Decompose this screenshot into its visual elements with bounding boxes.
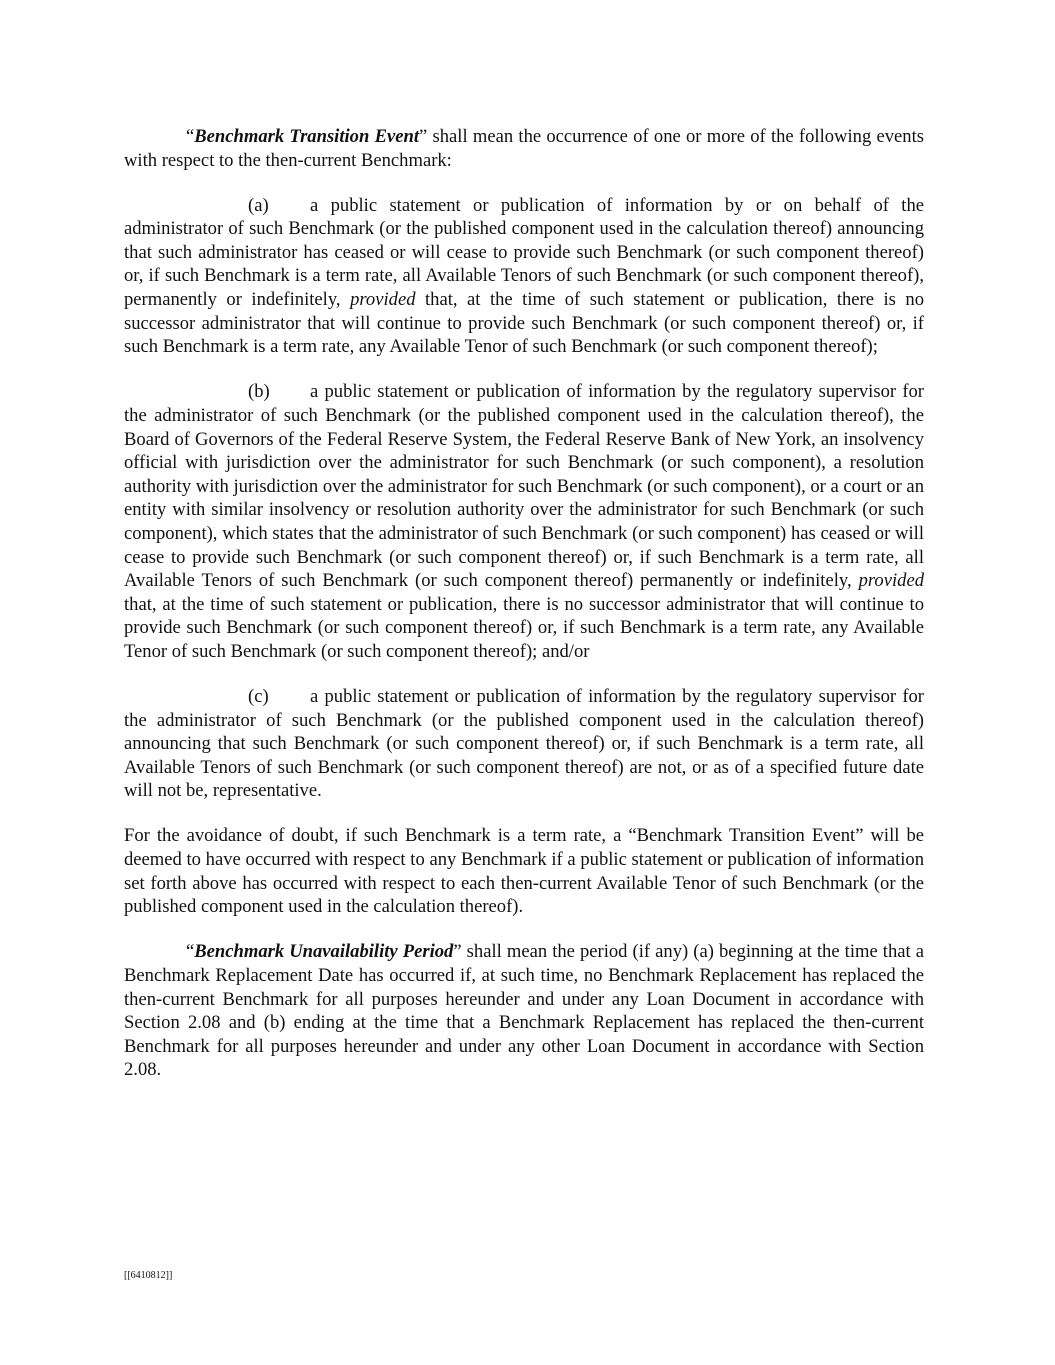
document-body — [124, 125, 924, 1103]
avoidance-of-doubt-paragraph: For the avoidance of doubt, if such Benchmark is a term rate, a “Benchmark Transition Event” will be deemed to have occurred with respect to any Benchmark if a public statement or publication of information set forth above has occurred with respect to each then-current Available Tenor of such Benchmark (or the published component used in the calculation thereof). — [124, 825, 924, 918]
open-quote: “ — [186, 126, 195, 147]
defined-term: Benchmark Unavailability Period — [194, 941, 454, 963]
open-quote: “ — [186, 941, 195, 963]
definition-text: ” shall mean the occurrence of one or more of the following events with respect to the then-current Benchmark: — [124, 126, 924, 171]
clause-label: (c) — [248, 685, 269, 707]
clause-label: (a) — [248, 194, 269, 216]
clause-a — [124, 194, 924, 359]
clause-text: a public statement or publication of information by the regulatory supervisor for the administrator of such Benchmark (or the published component used in the calculation thereof), the Board of Governors of the Federal Reserve System, the Federal Reserve Bank of New York, an insolvency official with jurisdiction over the administrator for such Benchmark (or such component), a resolution authority with jurisdiction over the administrator for such Benchmark (or such component), or a court or an entity with similar insolvency or resolution authority over the administrator for such Benchmark (or such component), which states that the administrator of such Benchmark (or such component) has ceased or will cease to provide such Benchmark (or such component thereof) or, if such Benchmark is a term rate, all Available Tenors of such Benchmark (or such component thereof) permanently or indefinitely, — [124, 381, 924, 592]
clause-text-cont: that, at the time of such statement or publication, there is no successor administrator that will continue to provide such Benchmark (or such component thereof) or, if such Benchmark is a term rate, any Available Tenor of such Benchmark (or such component thereof); and/or — [124, 593, 924, 662]
clause-label: (b) — [248, 381, 270, 403]
defined-term: Benchmark Transition Event — [194, 126, 419, 147]
definition-text: ” shall mean the period (if any) (a) beginning at the time that a Benchmark Replacement Date has occurred if, at such time, no Benchmark Replacement has replaced the then-current Benchmark for all purposes hereunder and under any Loan Document in accordance with Section 2.08 and (b) ending at the time that a Benchmark Replacement has replaced the then-current Benchmark for all purposes hereunder and under any other Loan Document in accordance with Section 2.08. — [124, 941, 924, 1081]
clause-b — [124, 380, 924, 663]
definition-benchmark-transition-event — [124, 125, 924, 172]
clause-text: a public statement or publication of information by or on behalf of the administrator of such Benchmark (or the published component used in the calculation thereof) announcing that such administrator has ceased or will cease to provide such Benchmark (or such component thereof) or, if such Benchmark is a term rate, all Available Tenors of such Benchmark (or such component thereof), permanently or indefinitely, — [124, 194, 924, 311]
clause-text-cont: that, at the time of such statement or publication, there is no successor administrator that will continue to provide such Benchmark (or such component thereof) or, if such Benchmark is a term rate, any Available Tenor of such Benchmark (or such component thereof); — [124, 289, 925, 358]
proviso-emphasis: provided — [350, 289, 416, 311]
clause-text: a public statement or publication of information by the regulatory supervisor for the administrator of such Benchmark (or the published component used in the calculation thereof) announcing that such Benchmark (or such component thereof) or, if such Benchmark is a term rate, all Available Tenors of such Benchmark (or such component thereof) are not, or as of a specified future date will not be, representative. — [124, 685, 924, 802]
clause-c — [124, 685, 924, 803]
footer-doc-id: [[6410812]] — [124, 1270, 173, 1281]
definition-benchmark-unavailability-period — [124, 940, 924, 1082]
proviso-emphasis: provided — [858, 570, 924, 592]
